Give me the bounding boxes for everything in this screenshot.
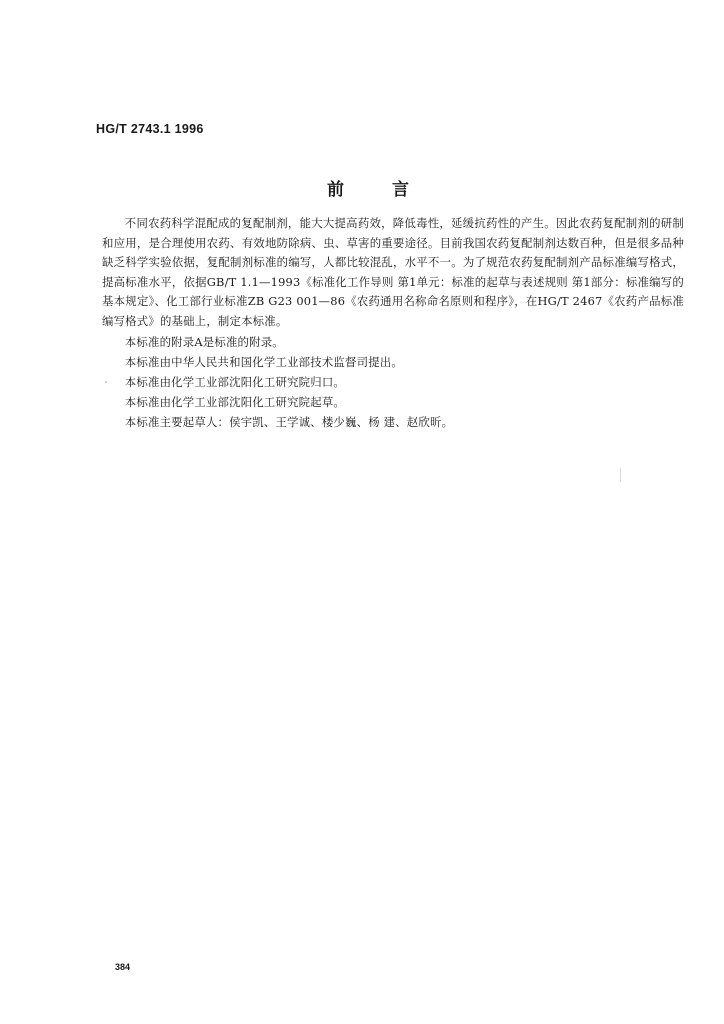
body-text	[102, 214, 684, 432]
page-title	[0, 175, 724, 200]
standard-code: HG/T 2743.1 1996	[96, 122, 204, 136]
paragraph-drafters: 本标准主要起草人：侯宇凯、王学诚、楼少巍、杨 建、赵欣昕。	[124, 414, 454, 429]
page-number: 384	[115, 962, 131, 972]
title-char-2: 言	[392, 180, 409, 200]
paragraph-administrator: 本标准由化学工业部沈阳化工研究院归口。	[124, 374, 346, 389]
paragraph-intro: 不同农药科学混配成的复配制剂，能大大提高药效，降低毒性，延缓抗药性的产生。因此农药复配制剂的研制和应用，是合理使用农药、有效地防除病、虫、草害的重要途径。目前我国农药复配制剂达数百种，但是很多品种缺乏科学实验依据，复配制剂标准的编写，人都比较混乱，水平不一。为了规范农药复配制剂产品标准编写格式，提高标准水平，依据GB/T 1.1—1993《标准化工作导则 第1单元：标准的起草与表述规则 第1部分：标准编写的基本规定》、化工部行业标准ZB G23 001—86《农药通用名称命名原则和程序》，在HG/T 2467《农药产品标准编写格式》的基础上，制定本标准。	[102, 216, 684, 328]
scan-mark	[620, 468, 621, 482]
paragraph-appendix: 本标准的附录A是标准的附录。	[124, 334, 284, 349]
scan-speck	[105, 381, 107, 383]
paragraph-proposer: 本标准由中华人民共和国化学工业部技术监督司提出。	[124, 354, 403, 369]
paragraph-drafter-org: 本标准由化学工业部沈阳化工研究院起草。	[124, 394, 346, 409]
title-char-1: 前	[327, 180, 344, 200]
